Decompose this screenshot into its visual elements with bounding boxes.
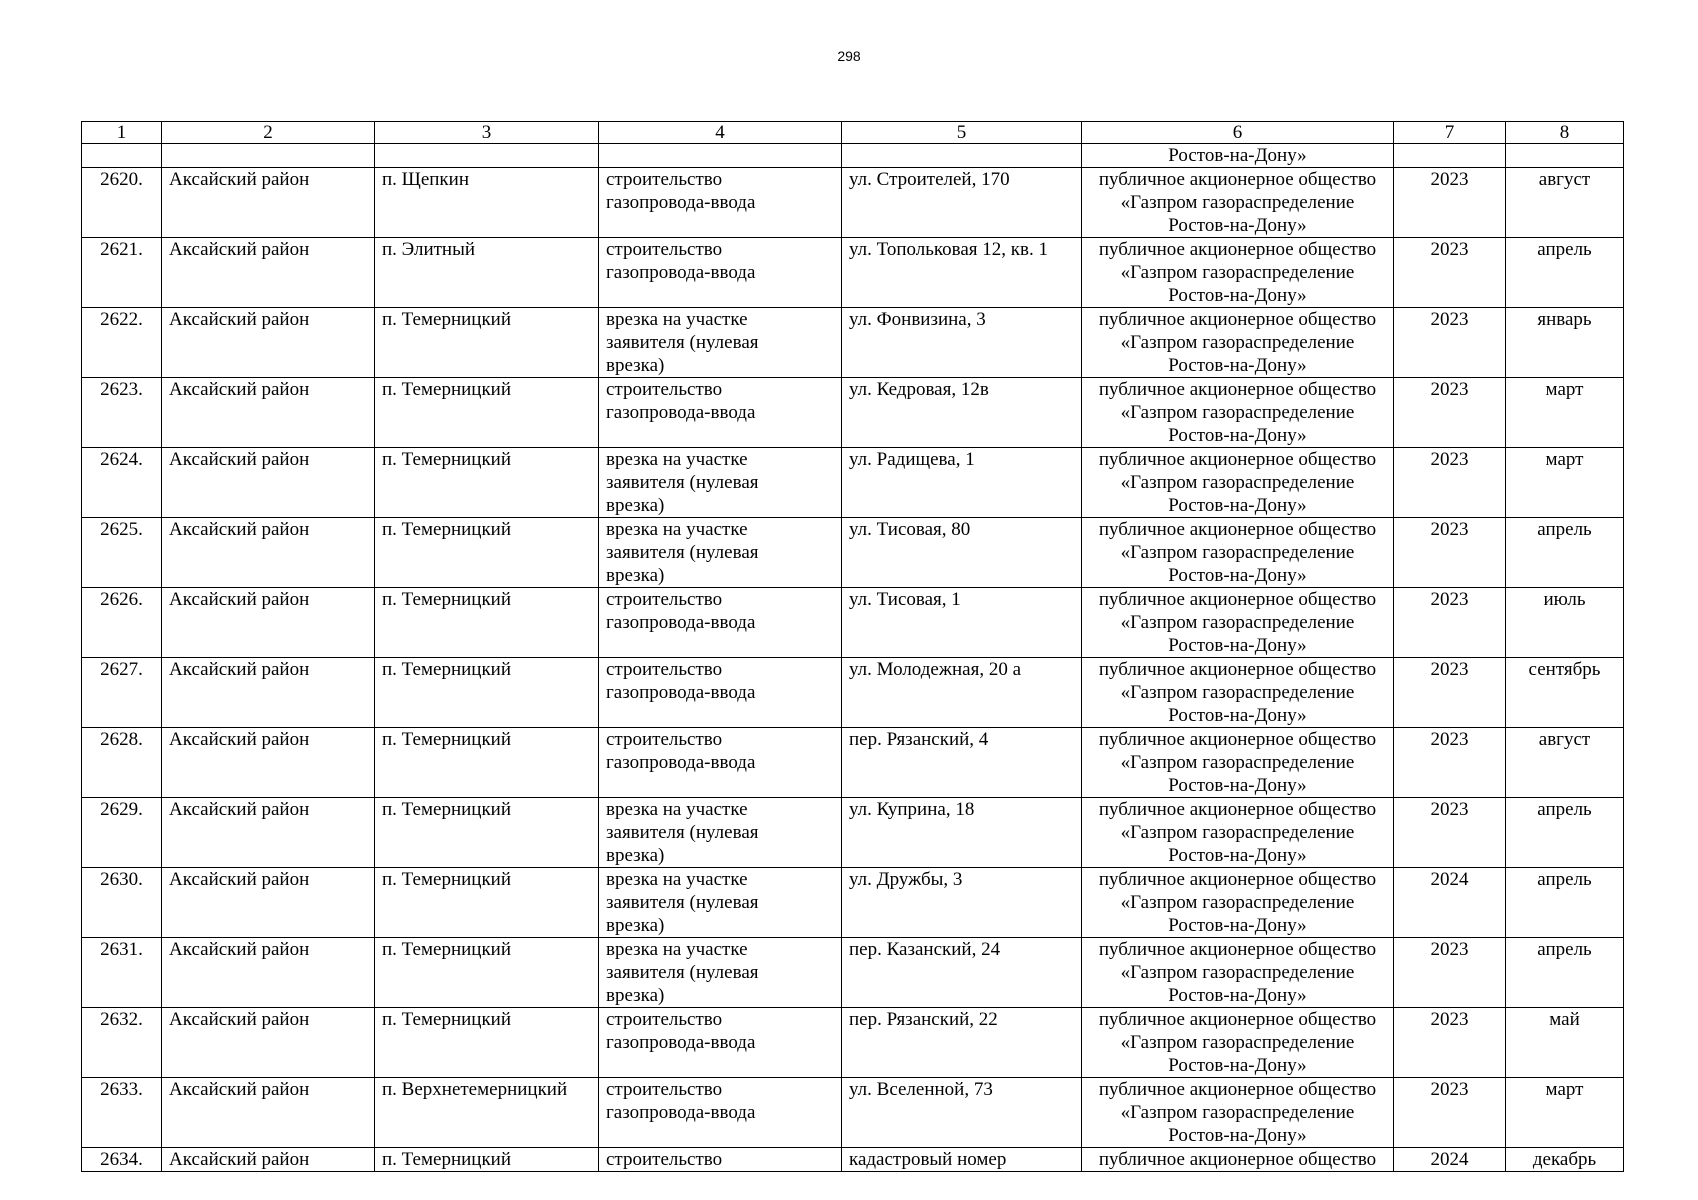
settlement-cell: п. Темерницкий — [375, 378, 599, 448]
org-cell-line: «Газпром газораспределение — [1120, 192, 1355, 213]
settlement-cell: п. Темерницкий — [375, 308, 599, 378]
row-number: 2624. — [82, 448, 162, 518]
address-cell: ул. Молодежная, 20 а — [842, 658, 1082, 728]
settlement-cell: п. Верхнетемерницкий — [375, 1078, 599, 1148]
month-cell: март — [1506, 378, 1624, 448]
org-cell-line: публичное акционерное общество — [1098, 1009, 1377, 1030]
settlement-cell: п. Темерницкий — [375, 798, 599, 868]
work-type-cell-line: строительство — [606, 659, 723, 680]
work-type-cell-line: врезка) — [606, 565, 665, 586]
work-type-cell: строительство — [599, 1148, 842, 1172]
month-cell: апрель — [1506, 868, 1624, 938]
org-cell-line: «Газпром газораспределение — [1120, 1032, 1355, 1053]
work-type-cell-line: врезка) — [606, 845, 665, 866]
org-cell: публичное акционерное общество — [1082, 1148, 1394, 1172]
work-type-cell — [599, 868, 842, 938]
table-row — [82, 1078, 1624, 1148]
year-cell: 2023 — [1394, 728, 1506, 798]
org-cell-line: публичное акционерное общество — [1098, 1079, 1377, 1100]
row-number: 2634. — [82, 1148, 162, 1172]
work-type-cell — [599, 518, 842, 588]
org-cell-line: Ростов-на-Дону» — [1168, 635, 1307, 656]
org-cell-line: публичное акционерное общество — [1098, 309, 1377, 330]
header-row — [82, 122, 1624, 144]
table-row — [82, 308, 1624, 378]
row-number: 2627. — [82, 658, 162, 728]
table-row — [82, 938, 1624, 1008]
year-cell: 2023 — [1394, 238, 1506, 308]
month-cell: март — [1506, 448, 1624, 518]
org-cell-line: Ростов-на-Дону» — [1168, 915, 1307, 936]
org-cell-line: Ростов-на-Дону» — [1168, 355, 1307, 376]
month-cell: май — [1506, 1008, 1624, 1078]
page-number: 298 — [837, 48, 861, 64]
org-cell-line: Ростов-на-Дону» — [1168, 705, 1307, 726]
month-cell: июль — [1506, 588, 1624, 658]
org-cell-line: Ростов-на-Дону» — [1168, 845, 1307, 866]
org-cell — [1082, 308, 1394, 378]
district-cell: Аксайский район — [162, 378, 375, 448]
work-type-cell-line: заявителя (нулевая — [606, 962, 759, 983]
work-type-cell-line: газопровода-ввода — [606, 262, 756, 283]
month-cell: август — [1506, 168, 1624, 238]
year-cell: 2023 — [1394, 658, 1506, 728]
org-cell-line: «Газпром газораспределение — [1120, 752, 1355, 773]
address-cell: пер. Рязанский, 4 — [842, 728, 1082, 798]
org-cell — [1082, 658, 1394, 728]
row-number: 2623. — [82, 378, 162, 448]
row-number: 2628. — [82, 728, 162, 798]
district-cell: Аксайский район — [162, 728, 375, 798]
year-cell: 2023 — [1394, 1008, 1506, 1078]
table-row — [82, 518, 1624, 588]
month-cell: декабрь — [1506, 1148, 1624, 1172]
work-type-cell-line: газопровода-ввода — [606, 1102, 756, 1123]
year-cell: 2023 — [1394, 308, 1506, 378]
continuation-row — [82, 144, 1624, 168]
org-cell-line: Ростов-на-Дону» — [1168, 1125, 1307, 1146]
table-row — [82, 798, 1624, 868]
district-cell: Аксайский район — [162, 448, 375, 518]
work-type-cell-line: врезка) — [606, 495, 665, 516]
org-cell-line: Ростов-на-Дону» — [1168, 285, 1307, 306]
org-cell — [1082, 728, 1394, 798]
month-cell: апрель — [1506, 798, 1624, 868]
settlement-cell: п. Темерницкий — [375, 1008, 599, 1078]
table-row — [82, 448, 1624, 518]
org-cell — [1082, 378, 1394, 448]
work-type-cell — [599, 728, 842, 798]
gasification-table — [81, 121, 1624, 1172]
work-type-cell-line: газопровода-ввода — [606, 402, 756, 423]
work-type-cell-line: врезка) — [606, 985, 665, 1006]
column-header: 5 — [842, 122, 1082, 144]
month-cell: апрель — [1506, 938, 1624, 1008]
org-cell-line: «Газпром газораспределение — [1120, 542, 1355, 563]
work-type-cell-line: газопровода-ввода — [606, 1032, 756, 1053]
org-cell-line: публичное акционерное общество — [1098, 589, 1377, 610]
address-cell: ул. Вселенной, 73 — [842, 1078, 1082, 1148]
table-row — [82, 168, 1624, 238]
month-cell: январь — [1506, 308, 1624, 378]
work-type-cell-line: заявителя (нулевая — [606, 542, 759, 563]
address-cell: ул. Топольковая 12, кв. 1 — [842, 238, 1082, 308]
org-cell-line: публичное акционерное общество — [1098, 939, 1377, 960]
row-number: 2625. — [82, 518, 162, 588]
org-cell-line: публичное акционерное общество — [1098, 169, 1377, 190]
org-cell — [1082, 518, 1394, 588]
org-cell-line: Ростов-на-Дону» — [1168, 1055, 1307, 1076]
work-type-cell — [599, 1008, 842, 1078]
org-cell-line: «Газпром газораспределение — [1120, 472, 1355, 493]
row-number: 2630. — [82, 868, 162, 938]
work-type-cell-line: врезка на участке — [606, 939, 748, 960]
org-cell-line: публичное акционерное общество — [1098, 239, 1377, 260]
org-cell — [1082, 448, 1394, 518]
settlement-cell: п. Темерницкий — [375, 938, 599, 1008]
address-cell: ул. Тисовая, 80 — [842, 518, 1082, 588]
address-cell: ул. Строителей, 170 — [842, 168, 1082, 238]
year-cell: 2023 — [1394, 1078, 1506, 1148]
org-cell-line: публичное акционерное общество — [1098, 799, 1377, 820]
work-type-cell-line: врезка на участке — [606, 799, 748, 820]
column-header: 8 — [1506, 122, 1624, 144]
work-type-cell-line: строительство — [606, 239, 723, 260]
org-cell — [1082, 1008, 1394, 1078]
year-cell: 2023 — [1394, 168, 1506, 238]
district-cell: Аксайский район — [162, 1008, 375, 1078]
work-type-cell-line: врезка на участке — [606, 519, 748, 540]
org-cell — [1082, 168, 1394, 238]
org-cell-line: Ростов-на-Дону» — [1168, 425, 1307, 446]
district-cell: Аксайский район — [162, 308, 375, 378]
org-cell — [1082, 798, 1394, 868]
work-type-cell-line: врезка) — [606, 915, 665, 936]
month-cell: август — [1506, 728, 1624, 798]
org-cell — [1082, 588, 1394, 658]
column-header: 7 — [1394, 122, 1506, 144]
work-type-cell-line: заявителя (нулевая — [606, 822, 759, 843]
row-number: 2632. — [82, 1008, 162, 1078]
org-cell-line: Ростов-на-Дону» — [1168, 565, 1307, 586]
org-cell-line: публичное акционерное общество — [1098, 519, 1377, 540]
work-type-cell-line: строительство — [606, 589, 723, 610]
year-cell: 2023 — [1394, 448, 1506, 518]
org-cell-line: «Газпром газораспределение — [1120, 682, 1355, 703]
org-cell-line: «Газпром газораспределение — [1120, 332, 1355, 353]
work-type-cell-line: врезка) — [606, 355, 665, 376]
month-cell: апрель — [1506, 518, 1624, 588]
work-type-cell-line: газопровода-ввода — [606, 192, 756, 213]
work-type-cell-line: строительство — [606, 169, 723, 190]
work-type-cell — [599, 238, 842, 308]
district-cell: Аксайский район — [162, 658, 375, 728]
work-type-cell-line: врезка на участке — [606, 309, 748, 330]
org-cell: Ростов-на-Дону» — [1082, 144, 1394, 168]
district-cell: Аксайский район — [162, 938, 375, 1008]
org-cell — [1082, 238, 1394, 308]
table-row — [82, 378, 1624, 448]
row-number: 2633. — [82, 1078, 162, 1148]
org-cell-line: «Газпром газораспределение — [1120, 402, 1355, 423]
org-cell — [1082, 868, 1394, 938]
org-cell-line: «Газпром газораспределение — [1120, 962, 1355, 983]
table-row — [82, 868, 1624, 938]
settlement-cell: п. Темерницкий — [375, 728, 599, 798]
org-cell-line: «Газпром газораспределение — [1120, 822, 1355, 843]
district-cell: Аксайский район — [162, 518, 375, 588]
work-type-cell-line: заявителя (нулевая — [606, 892, 759, 913]
year-cell: 2024 — [1394, 1148, 1506, 1172]
district-cell: Аксайский район — [162, 168, 375, 238]
work-type-cell-line: заявителя (нулевая — [606, 332, 759, 353]
column-header: 6 — [1082, 122, 1394, 144]
org-cell-line: Ростов-на-Дону» — [1168, 495, 1307, 516]
table-row — [82, 1148, 1624, 1172]
settlement-cell: п. Темерницкий — [375, 1148, 599, 1172]
org-cell-line: публичное акционерное общество — [1098, 659, 1377, 680]
year-cell: 2023 — [1394, 518, 1506, 588]
row-number: 2621. — [82, 238, 162, 308]
work-type-cell-line: строительство — [606, 1009, 723, 1030]
org-cell-line: Ростов-на-Дону» — [1168, 775, 1307, 796]
org-cell-line: «Газпром газораспределение — [1120, 262, 1355, 283]
settlement-cell: п. Темерницкий — [375, 658, 599, 728]
work-type-cell — [599, 168, 842, 238]
address-cell: ул. Дружбы, 3 — [842, 868, 1082, 938]
year-cell: 2023 — [1394, 798, 1506, 868]
work-type-cell — [599, 448, 842, 518]
settlement-cell: п. Темерницкий — [375, 448, 599, 518]
district-cell: Аксайский район — [162, 798, 375, 868]
district-cell: Аксайский район — [162, 1148, 375, 1172]
district-cell: Аксайский район — [162, 1078, 375, 1148]
work-type-cell-line: строительство — [606, 379, 723, 400]
row-number: 2629. — [82, 798, 162, 868]
table-row — [82, 658, 1624, 728]
address-cell: ул. Радищева, 1 — [842, 448, 1082, 518]
org-cell-line: Ростов-на-Дону» — [1168, 985, 1307, 1006]
month-cell: март — [1506, 1078, 1624, 1148]
org-cell — [1082, 1078, 1394, 1148]
row-number: 2620. — [82, 168, 162, 238]
address-cell: ул. Куприна, 18 — [842, 798, 1082, 868]
settlement-cell: п. Темерницкий — [375, 588, 599, 658]
row-number: 2631. — [82, 938, 162, 1008]
month-cell: апрель — [1506, 238, 1624, 308]
column-header: 2 — [162, 122, 375, 144]
org-cell-line: публичное акционерное общество — [1098, 449, 1377, 470]
table-row — [82, 728, 1624, 798]
org-cell-line: «Газпром газораспределение — [1120, 612, 1355, 633]
year-cell: 2023 — [1394, 938, 1506, 1008]
column-header: 4 — [599, 122, 842, 144]
work-type-cell-line: строительство — [606, 1079, 723, 1100]
org-cell-line: «Газпром газораспределение — [1120, 1102, 1355, 1123]
table-row — [82, 238, 1624, 308]
year-cell: 2024 — [1394, 868, 1506, 938]
address-cell: кадастровый номер — [842, 1148, 1082, 1172]
settlement-cell: п. Элитный — [375, 238, 599, 308]
column-header: 1 — [82, 122, 162, 144]
district-cell: Аксайский район — [162, 238, 375, 308]
district-cell: Аксайский район — [162, 588, 375, 658]
table-row — [82, 588, 1624, 658]
work-type-cell-line: газопровода-ввода — [606, 682, 756, 703]
work-type-cell-line: строительство — [606, 729, 723, 750]
address-cell: ул. Кедровая, 12в — [842, 378, 1082, 448]
work-type-cell — [599, 378, 842, 448]
settlement-cell: п. Темерницкий — [375, 868, 599, 938]
month-cell: сентябрь — [1506, 658, 1624, 728]
work-type-cell-line: газопровода-ввода — [606, 612, 756, 633]
work-type-cell-line: газопровода-ввода — [606, 752, 756, 773]
column-header: 3 — [375, 122, 599, 144]
org-cell — [1082, 938, 1394, 1008]
work-type-cell — [599, 798, 842, 868]
org-cell-line: публичное акционерное общество — [1098, 729, 1377, 750]
org-cell-line: публичное акционерное общество — [1098, 379, 1377, 400]
work-type-cell — [599, 308, 842, 378]
org-cell-line: публичное акционерное общество — [1098, 869, 1377, 890]
table-row — [82, 1008, 1624, 1078]
work-type-cell — [599, 658, 842, 728]
org-cell-line: «Газпром газораспределение — [1120, 892, 1355, 913]
settlement-cell: п. Темерницкий — [375, 518, 599, 588]
work-type-cell-line: заявителя (нулевая — [606, 472, 759, 493]
work-type-cell — [599, 1078, 842, 1148]
settlement-cell: п. Щепкин — [375, 168, 599, 238]
work-type-cell-line: врезка на участке — [606, 869, 748, 890]
address-cell: пер. Казанский, 24 — [842, 938, 1082, 1008]
work-type-cell — [599, 588, 842, 658]
work-type-cell — [599, 938, 842, 1008]
address-cell: ул. Фонвизина, 3 — [842, 308, 1082, 378]
row-number: 2626. — [82, 588, 162, 658]
year-cell: 2023 — [1394, 378, 1506, 448]
org-cell-line: Ростов-на-Дону» — [1168, 215, 1307, 236]
address-cell: пер. Рязанский, 22 — [842, 1008, 1082, 1078]
district-cell: Аксайский район — [162, 868, 375, 938]
address-cell: ул. Тисовая, 1 — [842, 588, 1082, 658]
year-cell: 2023 — [1394, 588, 1506, 658]
row-number: 2622. — [82, 308, 162, 378]
work-type-cell-line: врезка на участке — [606, 449, 748, 470]
